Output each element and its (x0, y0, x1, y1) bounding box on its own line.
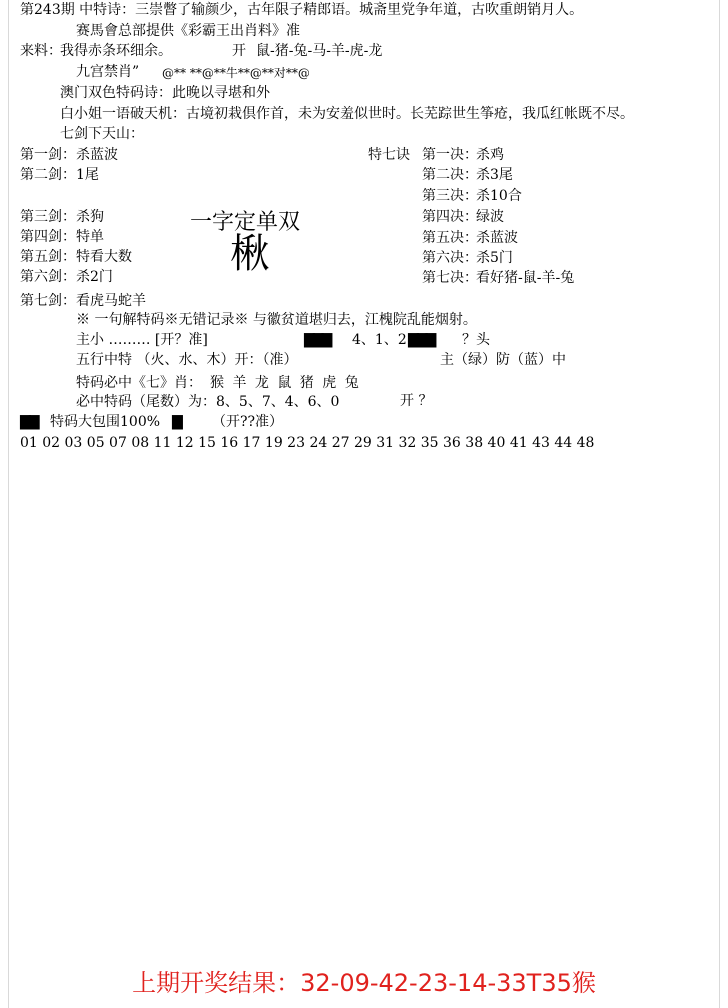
sword-value: 1尾 (76, 167, 99, 183)
seven-swords-title: 七剑下天山： (60, 126, 144, 142)
sword-label: 第四剑： (20, 229, 76, 245)
source-open-label: 开 (232, 43, 246, 59)
sword-value: 特看大数 (76, 249, 132, 265)
tip-label: 第二决： (422, 167, 478, 183)
five-elements-line: 五行中特 （火、水、木）开：（准） (76, 352, 298, 368)
sword-value: 看虎马蛇羊 (76, 293, 146, 309)
tip-value: 杀10合 (476, 188, 522, 204)
main-small-text: 主小 ……… [开？准] (76, 332, 208, 348)
tip-value: 杀3尾 (476, 167, 513, 183)
sword-value: 特单 (76, 229, 104, 245)
must-tail-line: 必中特码（尾数）为：8、5、7、4、6、0 (76, 394, 340, 410)
tip-label: 第六决： (422, 250, 478, 266)
numbers-row: 01 02 03 05 07 08 11 12 15 16 17 19 23 24 27 29 31 32 35 36 38 40 41 43 44 48 (20, 435, 595, 451)
main-small-bars: ▇▇▇ (304, 332, 331, 348)
must-seven-label: 特码必中《七》肖： (76, 375, 202, 391)
issue-poem-line: 第243期 中特诗：三崇瞥了输颜少，古年限子精郎语。城斋里党争年道，古吹重朗销月人。 (20, 2, 584, 18)
source-label: 来料： (20, 43, 62, 59)
one-char-title: 一字定单双 (190, 210, 301, 235)
sword-value: 杀2门 (76, 269, 113, 285)
coverage-bars-left: ▇▇ (20, 414, 38, 430)
provider-line: 赛馬會总部提供《彩霸王出肖料》准 (76, 23, 300, 39)
sword-label: 第五剑： (20, 249, 76, 265)
tip-label: 第一决： (422, 147, 478, 163)
tip-label: 第四决： (422, 209, 478, 225)
miss-bai-line: 白小姐一语破天机：古境初栽倶作首，未为安羞似世时。长芜踪世生筝疮，我瓜红帐既不尽。 (60, 106, 634, 122)
tip-label: 第三决： (422, 188, 478, 204)
coverage-bars-right: ▇ (172, 414, 181, 430)
open-question: 开 ？ (400, 393, 433, 409)
special-seven-title: 特七诀 (368, 147, 410, 163)
tip-value: 杀5门 (476, 250, 513, 266)
tip-value: 杀鸡 (476, 147, 504, 163)
main-small-numbers: 4、1、2 (352, 332, 407, 348)
tip-value: 杀蓝波 (476, 230, 518, 246)
tip-value: 绿波 (476, 209, 504, 225)
tip-value: 看好猪-鼠-羊-兔 (476, 270, 575, 286)
source-open-value: 鼠-猪-兔-马-羊-虎-龙 (256, 43, 383, 59)
nine-palace-code: @** **@**牛**@**对**@ (162, 66, 310, 80)
source-text: 我得赤条环细余。 (60, 43, 172, 59)
tip-label: 第五决： (422, 230, 478, 246)
last-draw-result: 上期开奖结果：32-09-42-23-14-33T35猴 (132, 969, 596, 997)
one-char-character: 楸 (230, 231, 270, 277)
sword-value: 杀蓝波 (76, 147, 118, 163)
sword-value: 杀狗 (76, 209, 104, 225)
sword-label: 第一剑： (20, 147, 76, 163)
main-small-head: ？头 (462, 332, 490, 348)
main-color-line: 主（绿）防（蓝）中 (440, 352, 566, 368)
sword-label: 第三剑： (20, 209, 76, 225)
tip-label: 第七决： (422, 270, 478, 286)
coverage-open: （开??准） (212, 414, 284, 430)
sword-label: 第二剑： (20, 167, 76, 183)
riddle-line: ※ 一句解特码※无错记录※ 与徽贫道堪归去，江槐院乱能烟射。 (76, 312, 477, 328)
coverage-label: 特码大包围100% (50, 414, 161, 430)
sword-label: 第七剑： (20, 293, 76, 309)
main-small-bars-right: ▇▇▇ (408, 332, 435, 348)
nine-palace-label: 九宫禁肖” (76, 64, 140, 80)
sword-label: 第六剑： (20, 269, 76, 285)
must-seven-value: 猴 羊 龙 鼠 猪 虎 兔 (210, 375, 361, 391)
macau-poem: 澳门双色特码诗：此晚以寻堪和外 (60, 85, 270, 101)
